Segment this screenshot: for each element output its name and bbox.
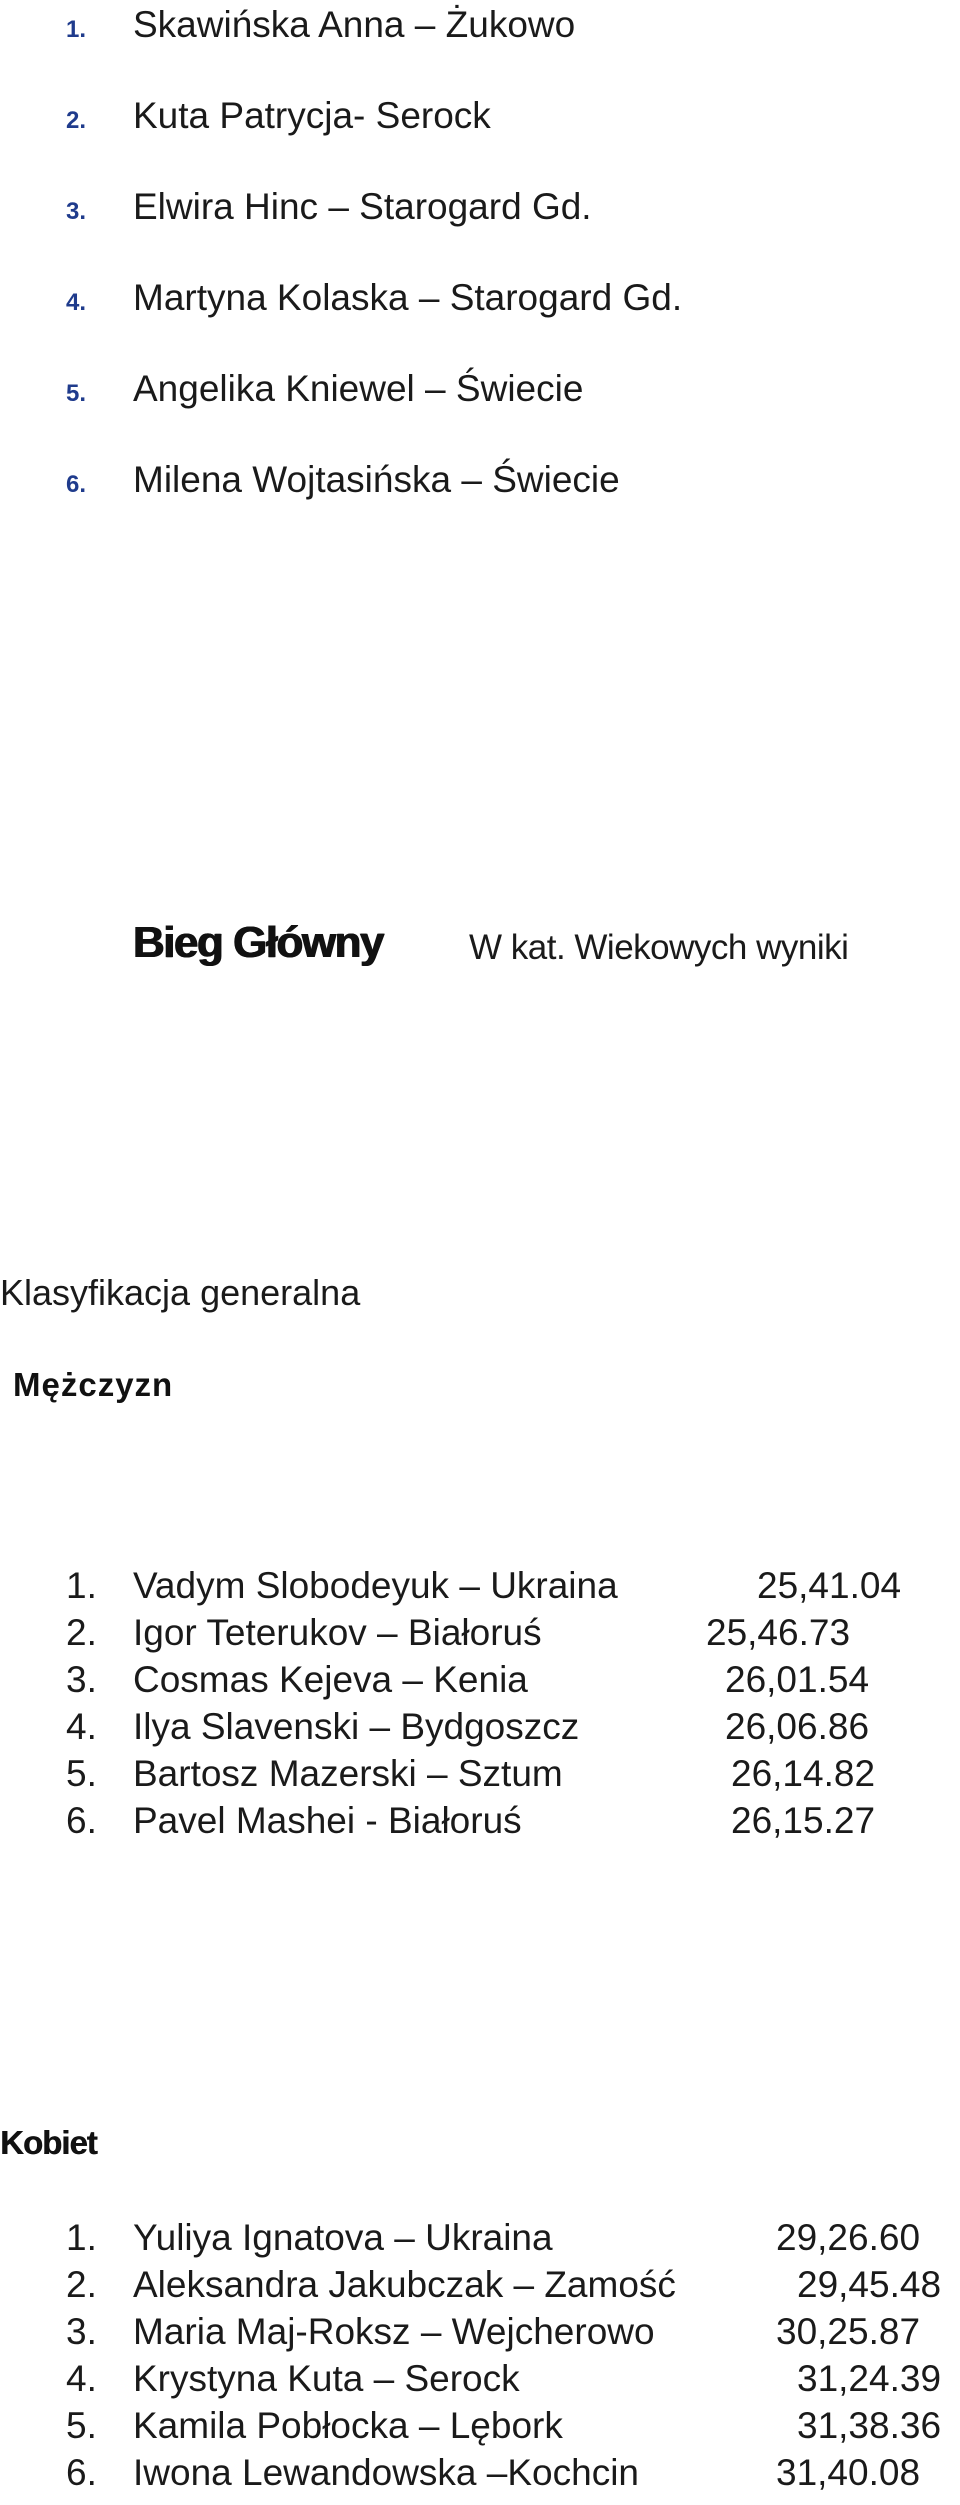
result-time: 25,41.04 bbox=[757, 1565, 902, 1606]
result-time: 26,06.86 bbox=[725, 1706, 870, 1747]
list-number: 3. bbox=[66, 198, 87, 225]
result-row bbox=[0, 1612, 960, 1658]
result-time: 26,01.54 bbox=[725, 1659, 870, 1700]
result-row bbox=[0, 1565, 960, 1611]
women-label: Kobiet bbox=[0, 2124, 97, 2161]
result-time: 29,45.48 bbox=[797, 2264, 942, 2305]
result-name: Bartosz Mazerski – Sztum bbox=[133, 1753, 563, 1794]
result-name: Iwona Lewandowska –Kochcin bbox=[133, 2452, 639, 2493]
result-name: Kamila Pobłocka – Lębork bbox=[133, 2405, 563, 2446]
result-name: Igor Teterukov – Białoruś bbox=[133, 1612, 542, 1653]
list-number: 4. bbox=[66, 289, 87, 316]
result-name: Ilya Slavenski – Bydgoszcz bbox=[133, 1706, 580, 1747]
result-number: 3. bbox=[66, 2311, 97, 2352]
result-time: 31,24.39 bbox=[797, 2358, 942, 2399]
result-number: 6. bbox=[66, 1800, 97, 1841]
list-number: 2. bbox=[66, 107, 87, 134]
list-name: Kuta Patrycja- Serock bbox=[133, 95, 491, 136]
result-time: 31,40.08 bbox=[776, 2452, 921, 2493]
list-name: Martyna Kolaska – Starogard Gd. bbox=[133, 277, 683, 318]
result-row bbox=[0, 2405, 960, 2451]
men-label: Mężczyzn bbox=[13, 1366, 174, 1403]
result-row bbox=[0, 2358, 960, 2404]
result-row bbox=[0, 1706, 960, 1752]
result-row bbox=[0, 1800, 960, 1846]
result-time: 31,38.36 bbox=[797, 2405, 942, 2446]
list-number: 5. bbox=[66, 380, 87, 407]
result-number: 1. bbox=[66, 2217, 97, 2258]
result-name: Cosmas Kejeva – Kenia bbox=[133, 1659, 528, 1700]
result-number: 4. bbox=[66, 2358, 97, 2399]
list-name: Elwira Hinc – Starogard Gd. bbox=[133, 186, 592, 227]
result-row bbox=[0, 2452, 960, 2498]
result-number: 5. bbox=[66, 1753, 97, 1794]
list-name: Milena Wojtasińska – Świecie bbox=[133, 459, 620, 500]
result-time: 30,25.87 bbox=[776, 2311, 921, 2352]
race-subtitle: W kat. Wiekowych wyniki bbox=[469, 928, 849, 967]
result-time: 29,26.60 bbox=[776, 2217, 921, 2258]
result-name: Krystyna Kuta – Serock bbox=[133, 2358, 520, 2399]
result-name: Vadym Slobodeyuk – Ukraina bbox=[133, 1565, 618, 1606]
result-number: 2. bbox=[66, 1612, 97, 1653]
result-number: 1. bbox=[66, 1565, 97, 1606]
classification-title: Klasyfikacja generalna bbox=[0, 1272, 361, 1313]
result-number: 3. bbox=[66, 1659, 97, 1700]
result-number: 4. bbox=[66, 1706, 97, 1747]
result-number: 5. bbox=[66, 2405, 97, 2446]
list-number: 6. bbox=[66, 471, 87, 498]
result-time: 26,15.27 bbox=[731, 1800, 876, 1841]
result-name: Pavel Mashei - Białoruś bbox=[133, 1800, 522, 1841]
result-time: 25,46.73 bbox=[706, 1612, 851, 1653]
list-name: Skawińska Anna – Żukowo bbox=[133, 4, 576, 45]
result-row bbox=[0, 2264, 960, 2310]
result-number: 2. bbox=[66, 2264, 97, 2305]
list-name: Angelika Kniewel – Świecie bbox=[133, 368, 584, 409]
result-name: Maria Maj-Roksz – Wejcherowo bbox=[133, 2311, 655, 2352]
result-name: Aleksandra Jakubczak – Zamość bbox=[133, 2264, 676, 2305]
result-time: 26,14.82 bbox=[731, 1753, 876, 1794]
result-row bbox=[0, 1659, 960, 1705]
race-title: Bieg Główny bbox=[133, 918, 383, 967]
result-name: Yuliya Ignatova – Ukraina bbox=[133, 2217, 553, 2258]
result-row bbox=[0, 1753, 960, 1799]
list-number: 1. bbox=[66, 16, 87, 43]
result-row bbox=[0, 2311, 960, 2357]
result-row bbox=[0, 2217, 960, 2263]
result-number: 6. bbox=[66, 2452, 97, 2493]
